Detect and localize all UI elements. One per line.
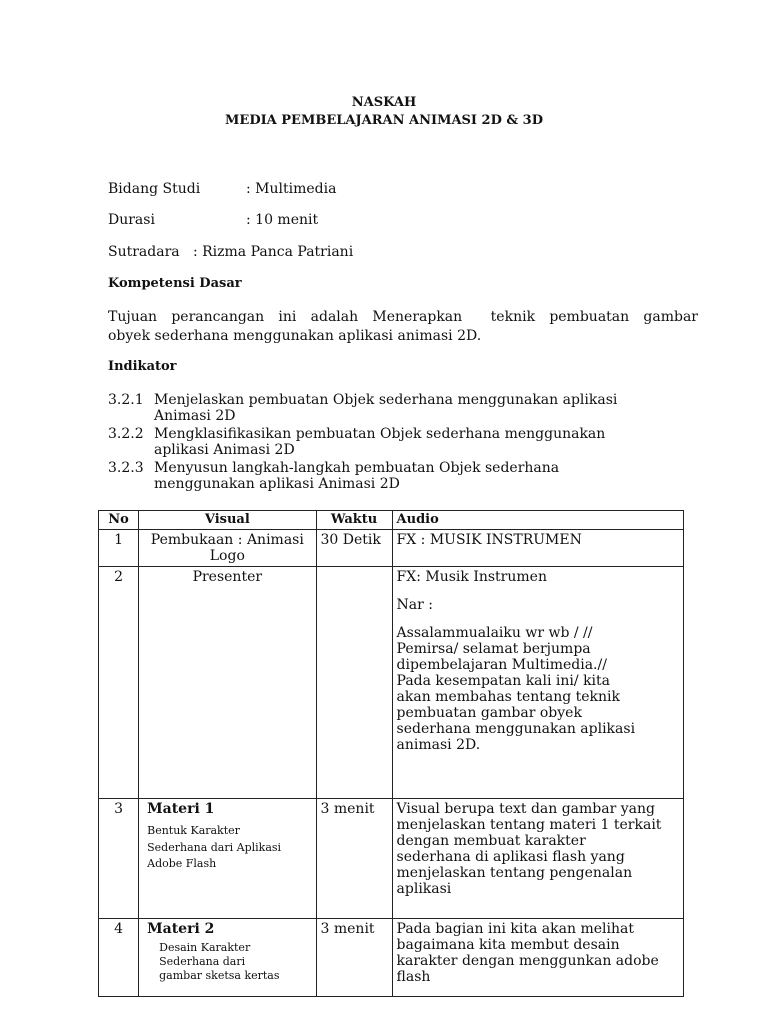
indikator-text-cont: Animasi 2D xyxy=(154,408,236,424)
audio-line: Visual berupa text dan gambar yang xyxy=(396,801,655,817)
table-row xyxy=(99,919,684,997)
row-audio xyxy=(392,919,683,997)
indikator-item xyxy=(108,460,698,492)
materi-desc-line: Desain Karakter xyxy=(159,941,251,954)
table-header-row xyxy=(99,511,684,530)
audio-line: flash xyxy=(396,969,431,985)
materi-desc-line: Sederhana dari xyxy=(159,955,246,968)
indikator-text: Menjelaskan pembuatan Objek sederhana menggunakan aplikasi xyxy=(154,392,618,408)
indikator-text: Mengklasifikasikan pembuatan Objek sederhana menggunakan xyxy=(154,426,606,442)
audio-line: sederhana menggunakan aplikasi xyxy=(396,721,636,737)
kompetensi-line-2: obyek sederhana menggunakan aplikasi animasi 2D. xyxy=(108,328,482,344)
script-table xyxy=(98,510,684,997)
audio-line: Pada bagian ini kita akan melihat xyxy=(396,921,634,937)
materi-title: Materi 1 xyxy=(147,801,215,817)
audio-line: sederhana di aplikasi flash yang xyxy=(396,849,625,865)
indikator-text-cont: aplikasi Animasi 2D xyxy=(154,442,295,458)
table-row xyxy=(99,799,684,919)
materi-title: Materi 2 xyxy=(147,921,215,937)
row-waktu xyxy=(316,567,392,799)
audio-narrator: Nar : xyxy=(396,597,433,613)
row-waktu: 3 menit xyxy=(316,919,392,997)
indikator-heading: Indikator xyxy=(108,359,177,374)
table-row xyxy=(99,567,684,799)
durasi-value: : 10 menit xyxy=(246,212,319,228)
indikator-text-cont: menggunakan aplikasi Animasi 2D xyxy=(154,476,400,492)
audio-line: karakter dengan menggunkan adobe xyxy=(396,953,659,969)
kompetensi-paragraph xyxy=(108,308,698,346)
row-visual: Pembukaan : Animasi Logo xyxy=(139,530,316,567)
sutradara-line: Sutradara : Rizma Panca Patriani xyxy=(108,244,354,260)
materi-desc-line: Sederhana dari Aplikasi xyxy=(147,840,282,854)
header-visual: Visual xyxy=(139,511,316,530)
indikator-number: 3.2.1 xyxy=(108,392,144,408)
row-visual xyxy=(139,799,316,919)
indikator-item xyxy=(108,426,698,458)
audio-line: dipembelajaran Multimedia.// xyxy=(396,657,607,673)
document-title: NASKAH xyxy=(351,95,417,110)
audio-line: pembuatan gambar obyek xyxy=(396,705,582,721)
document-subtitle: MEDIA PEMBELAJARAN ANIMASI 2D & 3D xyxy=(225,113,543,128)
audio-line: animasi 2D. xyxy=(396,737,481,753)
header-audio: Audio xyxy=(392,511,683,530)
audio-line: aplikasi xyxy=(396,881,452,897)
kompetensi-heading: Kompetensi Dasar xyxy=(108,276,242,291)
row-number: 3 xyxy=(99,799,139,919)
indikator-number: 3.2.3 xyxy=(108,460,144,476)
indikator-number: 3.2.2 xyxy=(108,426,144,442)
bidang-studi-value: : Multimedia xyxy=(246,181,337,197)
audio-line: bagaimana kita membut desain xyxy=(396,937,620,953)
audio-line: menjelaskan tentang pengenalan xyxy=(396,865,633,881)
audio-line: dengan membuat karakter xyxy=(396,833,586,849)
row-visual xyxy=(139,919,316,997)
indikator-item xyxy=(108,392,698,424)
audio-line: Assalammualaiku wr wb / // xyxy=(396,625,593,641)
row-number: 4 xyxy=(99,919,139,997)
row-audio: FX : MUSIK INSTRUMEN xyxy=(392,530,683,567)
kompetensi-line-1: Tujuan perancangan ini adalah Menerapkan teknik pembuatan gambar xyxy=(108,309,698,325)
indikator-text: Menyusun langkah-langkah pembuatan Objek sederhana xyxy=(154,460,560,476)
materi-desc-line: Adobe Flash xyxy=(147,857,217,870)
audio-line: Pada kesempatan kali ini/ kita xyxy=(396,673,610,689)
header-waktu: Waktu xyxy=(316,511,392,530)
row-number: 2 xyxy=(99,567,139,799)
audio-line: menjelaskan tentang materi 1 terkait xyxy=(396,817,662,833)
row-audio xyxy=(392,567,683,799)
durasi-label: Durasi xyxy=(108,212,155,228)
audio-line: Pemirsa/ selamat berjumpa xyxy=(396,641,591,657)
row-number: 1 xyxy=(99,530,139,567)
row-waktu: 3 menit xyxy=(316,799,392,919)
audio-fx: FX: Musik Instrumen xyxy=(396,569,547,585)
table-row xyxy=(99,530,684,567)
bidang-studi-label: Bidang Studi xyxy=(108,181,201,197)
row-audio xyxy=(392,799,683,919)
materi-desc-line: gambar sketsa kertas xyxy=(159,969,280,982)
materi-desc-line: Bentuk Karakter xyxy=(147,824,240,837)
header-no: No xyxy=(99,511,139,530)
row-waktu: 30 Detik xyxy=(316,530,392,567)
audio-line: akan membahas tentang teknik xyxy=(396,689,621,705)
row-visual: Presenter xyxy=(139,567,316,799)
